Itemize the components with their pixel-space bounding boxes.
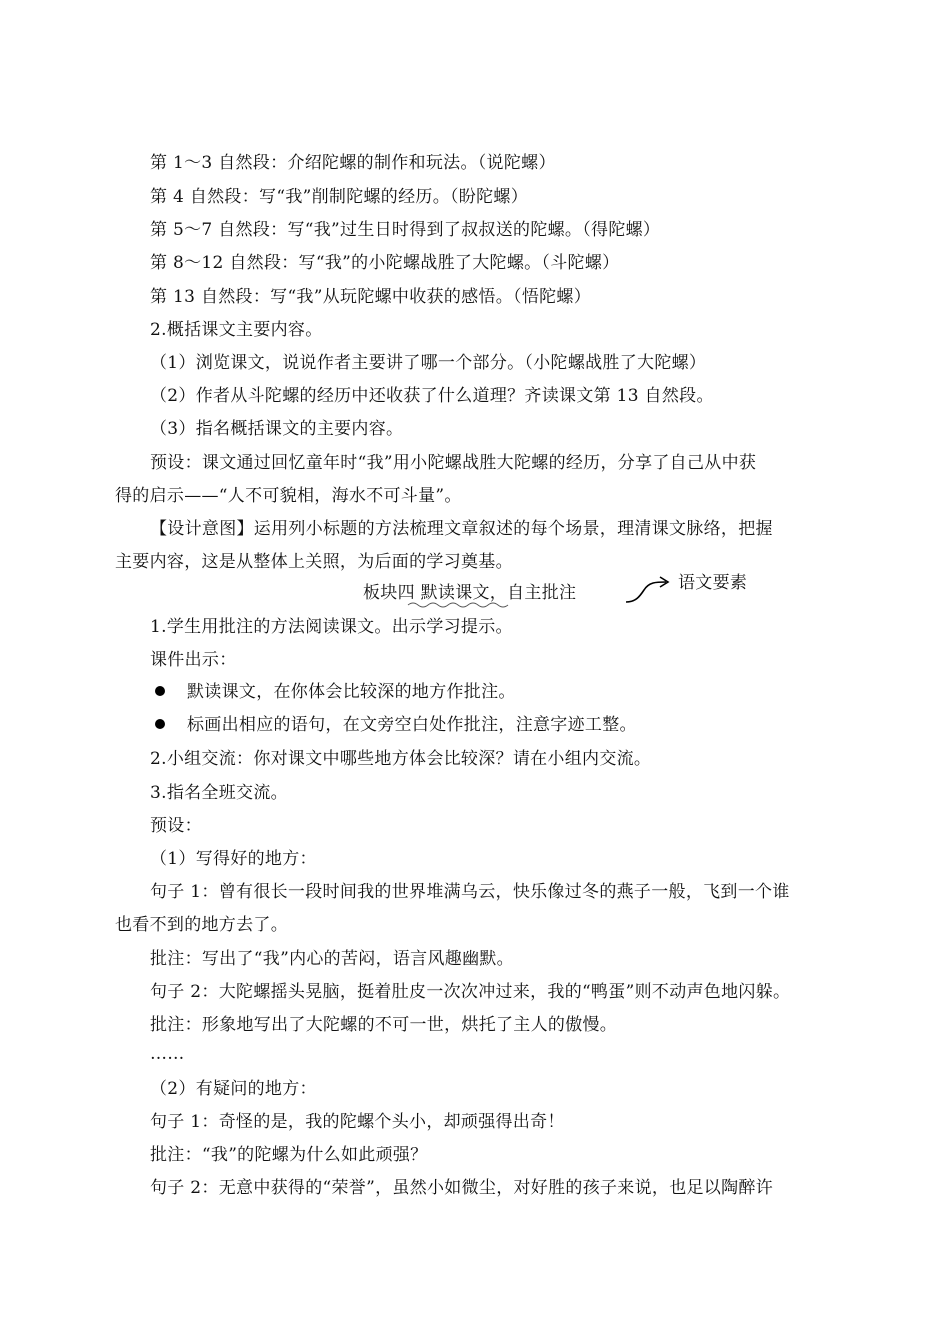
section-heading: 板块四 默读课文，自主批注 [363, 583, 577, 603]
ellipsis: …… [150, 1044, 185, 1064]
text-line: 2.小组交流：你对课文中哪些地方体会比较深？请在小组内交流。 [150, 749, 652, 769]
text-line: 第 1～3 自然段：介绍陀螺的制作和玩法。（说陀螺） [150, 153, 556, 173]
text-line: （3）指名概括课文的主要内容。 [150, 419, 404, 439]
text-line: 2.概括课文主要内容。 [150, 320, 323, 340]
text-line: 句子 1：奇怪的是，我的陀螺个头小，却顽强得出奇！ [150, 1112, 565, 1132]
arrow-icon [624, 576, 674, 606]
text-line: （2）有疑问的地方： [150, 1079, 317, 1099]
bullet-icon [155, 719, 165, 729]
text-line: （1）写得好的地方： [150, 849, 317, 869]
margin-note: 语文要素 [678, 573, 748, 593]
text-line: 预设：课文通过回忆童年时“我”用小陀螺战胜大陀螺的经历，分享了自己从中获 [150, 453, 757, 473]
text-line: 【设计意图】运用列小标题的方法梳理文章叙述的每个场景，理清课文脉络，把握 [150, 519, 773, 539]
text-line: （1）浏览课文，说说作者主要讲了哪一个部分。（小陀螺战胜了大陀螺） [150, 353, 707, 373]
text-line: 批注：“我”的陀螺为什么如此顽强？ [150, 1145, 428, 1165]
wavy-underline [408, 601, 508, 609]
text-line: 主要内容，这是从整体上关照，为后面的学习奠基。 [115, 552, 513, 572]
text-line: 第 13 自然段：写“我”从玩陀螺中收获的感悟。（悟陀螺） [150, 287, 592, 307]
text-line: 预设： [150, 816, 202, 836]
text-line: （2）作者从斗陀螺的经历中还收获了什么道理？齐读课文第 13 自然段。 [150, 386, 714, 406]
text-line: 第 4 自然段：写“我”削制陀螺的经历。（盼陀螺） [150, 187, 529, 207]
text-line: 也看不到的地方去了。 [115, 915, 288, 935]
text-line: 句子 2：大陀螺摇头晃脑，挺着肚皮一次次冲过来，我的“鸭蛋”则不动声色地闪躲。 [150, 982, 791, 1002]
text-line: 批注：形象地写出了大陀螺的不可一世，烘托了主人的傲慢。 [150, 1015, 618, 1035]
text-line: 3.指名全班交流。 [150, 783, 288, 803]
list-item: 默读课文，在你体会比较深的地方作批注。 [187, 682, 516, 702]
text-line: 句子 2：无意中获得的“荣誉”，虽然小如微尘，对好胜的孩子来说，也足以陶醉许 [150, 1178, 773, 1198]
list-item: 标画出相应的语句，在文旁空白处作批注，注意字迹工整。 [187, 715, 637, 735]
bullet-icon [155, 686, 165, 696]
text-line: 第 5～7 自然段：写“我”过生日时得到了叔叔送的陀螺。（得陀螺） [150, 220, 661, 240]
text-line: 课件出示： [150, 650, 237, 670]
text-line: 1.学生用批注的方法阅读课文。出示学习提示。 [150, 617, 513, 637]
text-line: 批注：写出了“我”内心的苦闷，语言风趣幽默。 [150, 949, 514, 969]
text-line: 句子 1：曾有很长一段时间我的世界堆满乌云，快乐像过冬的燕子一般，飞到一个谁 [150, 882, 790, 902]
text-line: 第 8～12 自然段：写“我”的小陀螺战胜了大陀螺。（斗陀螺） [150, 253, 620, 273]
text-line: 得的启示——“人不可貌相，海水不可斗量”。 [115, 486, 462, 506]
